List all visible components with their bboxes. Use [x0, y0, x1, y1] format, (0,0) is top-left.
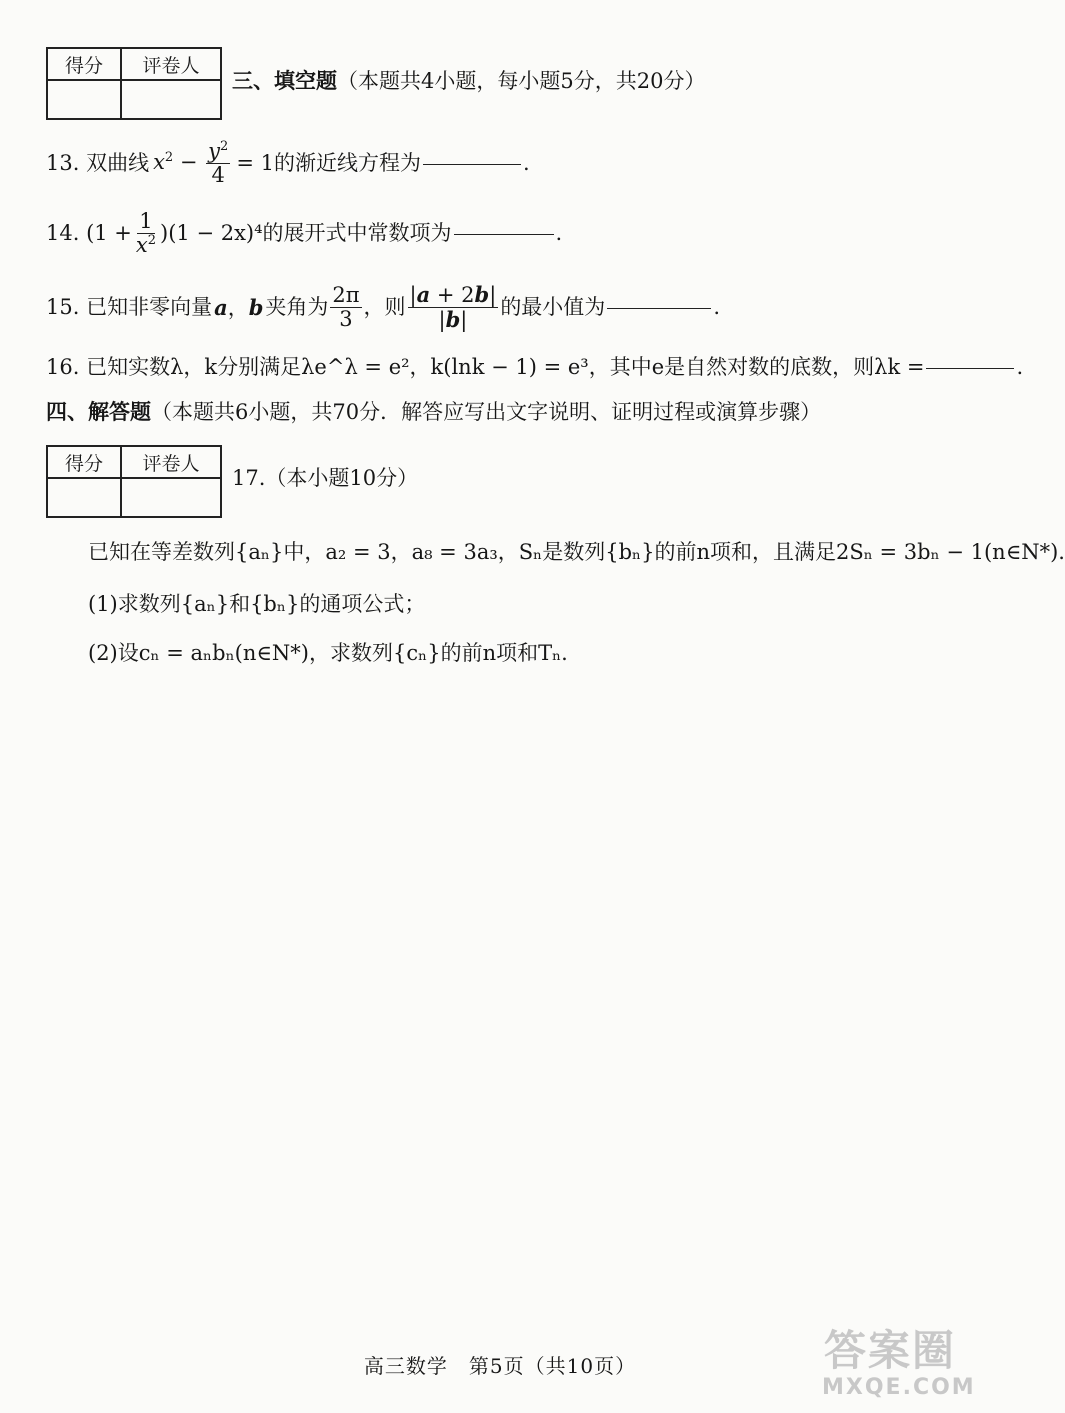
q13-mid: = 1的渐近线方程为	[236, 151, 421, 175]
q14-pre: 14. (1 +	[46, 221, 132, 245]
grader-cell[interactable]	[121, 80, 221, 119]
score-label: 得分	[47, 446, 121, 478]
q13-formula: $x^2$ − $\frac{y^2}{4}$	[153, 139, 229, 188]
q13-fraction: $\frac{y^2}{4}$	[208, 139, 229, 188]
q15-mid2: ，则	[363, 295, 406, 319]
question-16: 16. 已知实数λ，k分别满足λe^λ = e²，k(lnk − 1) = e³，其中e是自然对数的底数，则λk = .	[46, 355, 1024, 379]
score-box-q17	[46, 445, 222, 518]
section3-title: 三、填空题	[232, 68, 337, 93]
score-box-section3	[46, 47, 222, 120]
q14-fraction: $\frac{1}{x^2}$	[135, 209, 157, 258]
grader-label: 评卷人	[121, 48, 221, 80]
section3-heading	[232, 68, 705, 94]
score-cell[interactable]	[47, 478, 121, 517]
q17-stem: 已知在等差数列{aₙ}中，a₂ = 3，a₈ = 3a₃，Sₙ是数列{bₙ}的前n项和，且满足2Sₙ = 3bₙ − 1(n∈N*).	[88, 540, 1065, 564]
q15-pre: 15. 已知非零向量	[46, 295, 213, 319]
q15-post: 的最小值为	[500, 295, 606, 319]
q13-answer-blank[interactable]	[423, 163, 521, 165]
score-label: 得分	[47, 48, 121, 80]
question-15: 15. 已知非零向量 a，b 夹角为 $\frac{2\pi}{3}$ ，则 $\frac{|a + 2b|}{|b|}$ 的最小值为 .	[46, 282, 720, 333]
q15-mid: 夹角为	[265, 295, 329, 319]
q17-heading: 17.（本小题10分）	[232, 466, 419, 490]
q14-post: )(1 − 2x)⁴的展开式中常数项为	[160, 221, 452, 245]
q14-answer-blank[interactable]	[454, 233, 554, 235]
grader-label: 评卷人	[121, 446, 221, 478]
question-13: 13. 双曲线 $x^2$ − $\frac{y^2}{4}$ = 1的渐近线方程为 .	[46, 139, 530, 188]
q16-text: 16. 已知实数λ，k分别满足λe^λ = e²，k(lnk − 1) = e³，其中e是自然对数的底数，则λk =	[46, 355, 925, 379]
question-14: 14. (1 + $\frac{1}{x^2}$ )(1 − 2x)⁴的展开式中常数项为 .	[46, 209, 563, 258]
watermark-logo-text: 答案圈	[824, 1326, 957, 1375]
section4-heading	[46, 399, 821, 425]
section4-title: 四、解答题	[46, 399, 151, 424]
watermark-url: MXQE.COM	[822, 1375, 976, 1400]
q13-pre: 13. 双曲线	[46, 151, 150, 175]
q15-answer-blank[interactable]	[607, 307, 711, 309]
grader-cell[interactable]	[121, 478, 221, 517]
section4-desc: （本题共6小题，共70分．解答应写出文字说明、证明过程或演算步骤）	[151, 400, 822, 424]
q17-part2: (2)设cₙ = aₙbₙ(n∈N*)，求数列{cₙ}的前n项和Tₙ.	[88, 641, 568, 665]
page-footer: 高三数学 第5页（共10页）	[363, 1354, 637, 1378]
q17-part1: (1)求数列{aₙ}和{bₙ}的通项公式；	[88, 592, 426, 616]
score-cell[interactable]	[47, 80, 121, 119]
section3-desc: （本题共4小题，每小题5分，共20分）	[337, 69, 706, 93]
q16-answer-blank[interactable]	[926, 367, 1014, 369]
q15-angle-fraction: $\frac{2\pi}{3}$	[332, 283, 360, 332]
q15-ratio-fraction: $\frac{|a + 2b|}{|b|}$	[409, 282, 497, 333]
